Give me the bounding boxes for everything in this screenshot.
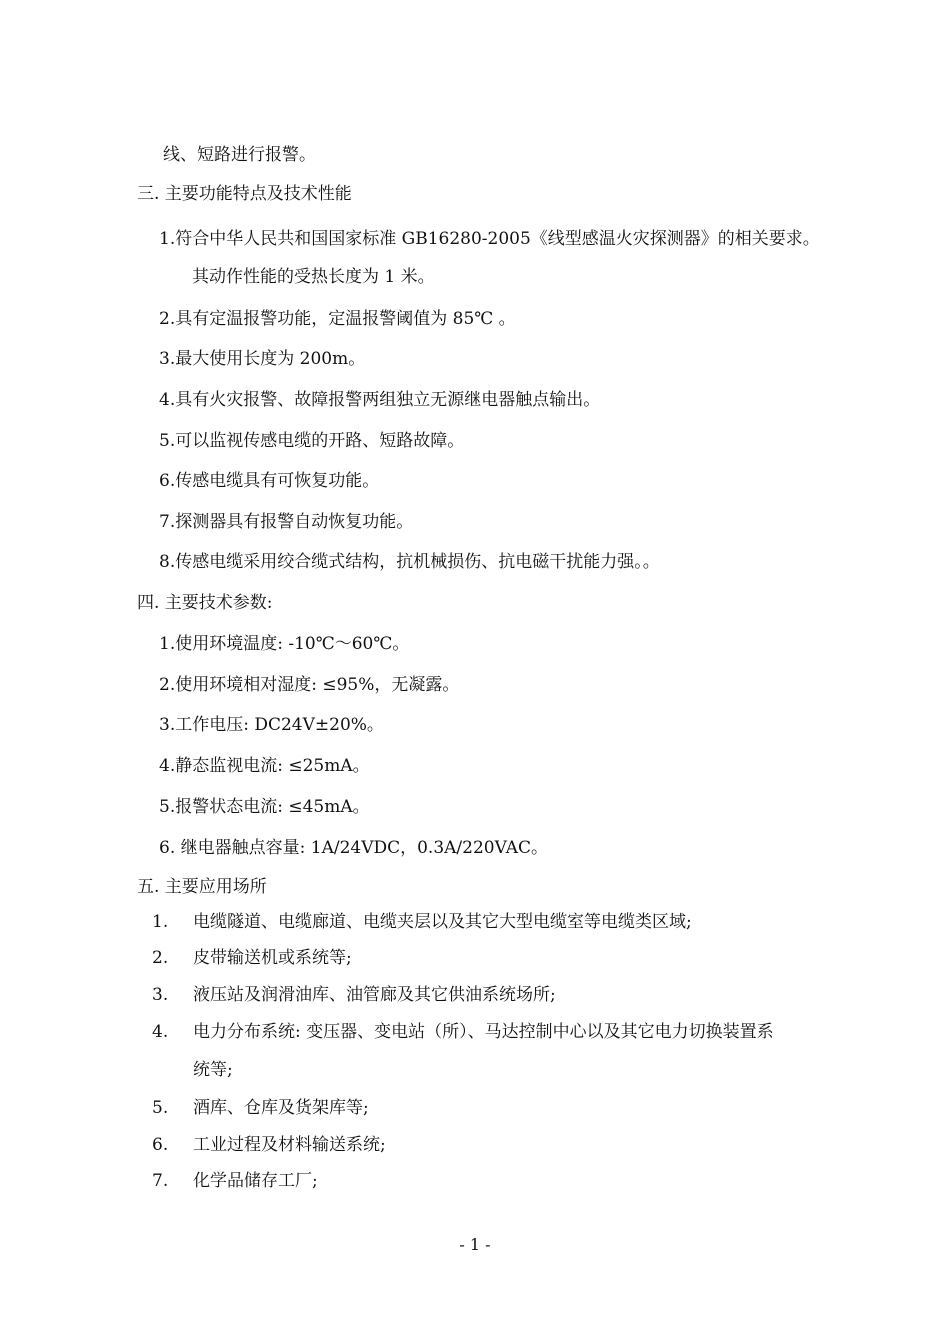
page-number: - 1 -: [459, 1235, 491, 1254]
section-4-item-2: 2.使用环境相对湿度: ≤95%，无凝露。: [159, 675, 460, 695]
section-5-item-6-text: 工业过程及材料输送系统;: [193, 1135, 386, 1155]
section-5-item-2-number: 2.: [152, 948, 169, 968]
section-5-item-7-text: 化学品储存工厂;: [193, 1171, 318, 1191]
section-3-heading: 三. 主要功能特点及技术性能: [137, 184, 352, 204]
section-3-item-7: 7.探测器具有报警自动恢复功能。: [159, 512, 414, 532]
section-3-item-2: 2.具有定温报警功能，定温报警阈值为 85℃ 。: [159, 309, 516, 329]
section-4-heading: 四. 主要技术参数:: [137, 593, 273, 613]
section-5-item-4-number: 4.: [152, 1022, 169, 1042]
section-4-item-3: 3.工作电压: DC24V±20%。: [159, 715, 384, 735]
section-3-item-5: 5.可以监视传感电缆的开路、短路故障。: [159, 431, 465, 451]
section-5-item-1-text: 电缆隧道、电缆廊道、电缆夹层以及其它大型电缆室等电缆类区域;: [193, 912, 692, 932]
section-5-item-4-text: 电力分布系统: 变压器、变电站（所）、马达控制中心以及其它电力切换装置系: [193, 1022, 774, 1042]
section-5-item-4-continuation: 统等;: [193, 1060, 233, 1080]
section-3-item-8: 8.传感电缆采用绞合缆式结构，抗机械损伤、抗电磁干扰能力强。。: [159, 552, 660, 572]
section-5-item-6-number: 6.: [152, 1135, 169, 1155]
section-3-item-3: 3.最大使用长度为 200m。: [159, 349, 366, 369]
section-5-item-3-number: 3.: [152, 985, 169, 1005]
section-5-item-5-number: 5.: [152, 1098, 169, 1118]
section-5-item-5-text: 酒库、仓库及货架库等;: [193, 1098, 369, 1118]
section-5-item-2-text: 皮带输送机或系统等;: [193, 948, 352, 968]
section-4-item-5: 5.报警状态电流: ≤45mA。: [159, 797, 370, 817]
continuation-text: 线、短路进行报警。: [163, 145, 316, 165]
section-3-item-4: 4.具有火灾报警、故障报警两组独立无源继电器触点输出。: [159, 390, 601, 410]
section-3-item-1-continuation: 其动作性能的受热长度为 1 米。: [192, 267, 435, 287]
section-3-item-1: 1.符合中华人民共和国国家标准 GB16280-2005《线型感温火灾探测器》的相关要求。: [159, 229, 820, 249]
section-4-item-4: 4.静态监视电流: ≤25mA。: [159, 756, 370, 776]
section-5-item-3-text: 液压站及润滑油库、油管廊及其它供油系统场所;: [193, 985, 556, 1005]
section-5-item-7-number: 7.: [152, 1171, 169, 1191]
section-4-item-6: 6. 继电器触点容量: 1A/24VDC，0.3A/220VAC。: [159, 838, 549, 858]
section-4-item-1: 1.使用环境温度: -10℃～60℃。: [159, 634, 410, 654]
section-5-heading: 五. 主要应用场所: [137, 877, 267, 897]
section-5-item-1-number: 1.: [152, 912, 169, 932]
section-3-item-6: 6.传感电缆具有可恢复功能。: [159, 471, 380, 491]
